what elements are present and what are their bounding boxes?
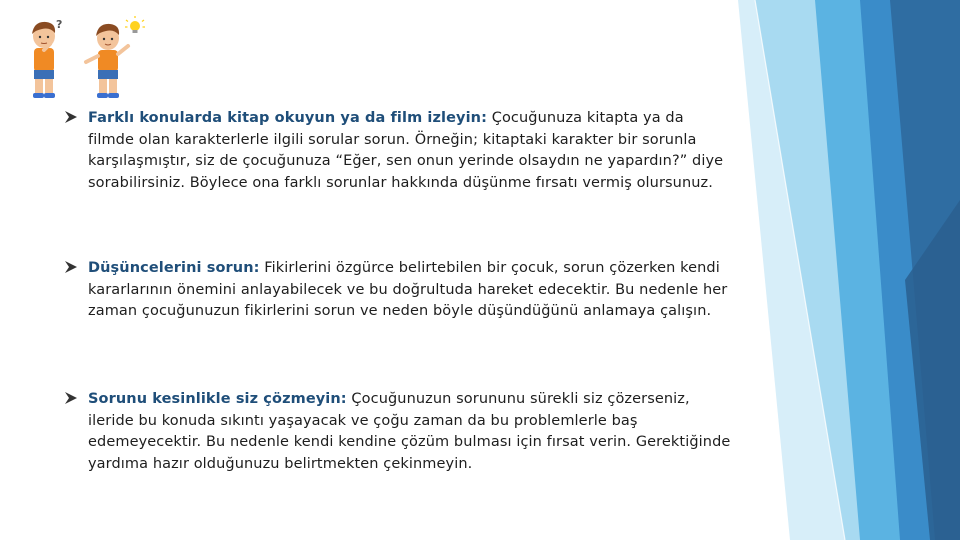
arrowhead-bullet-icon [64, 260, 78, 274]
kids-illustration [22, 14, 162, 106]
bullet-item-books [64, 108, 734, 194]
bullet-heading: Düşüncelerini sorun: [88, 260, 260, 276]
bullet-body: Çocuğunuza kitapta ya da filmde olan karakterlerle ilgili sorular sorun. Örneğin; kitaptaki karakter bir sorunla karşılaşmıştır, siz de çocuğunuza “Eğer, sen onun yerinde olsaydın ne yapardın?” diye sorabilirsiniz. Böylece ona farklı sorunlar hakkında düşünme fırsatı vermiş olursunuz. [88, 110, 724, 191]
arrowhead-bullet-icon [64, 110, 78, 124]
bullet-body: Çocuğunuzun sorununu sürekli siz çözerseniz, ileride bu konuda sıkıntı yaşayacak ve çoğu zaman da bu problemlerle baş edemeyecektir. Bu nedenle kendi kendine çözüm bulması için fırsat verin. Gerektiğinde yardıma hazır olduğunuzu belirtmekten çekinmeyin. [88, 391, 731, 472]
thinking-child [32, 18, 62, 98]
bullet-text [88, 108, 734, 194]
bullet-item-do-not-solve [64, 389, 734, 475]
arrowhead-bullet-icon [64, 391, 78, 405]
question-mark-icon: ? [56, 18, 63, 31]
lightbulb-icon [125, 16, 145, 33]
bullet-heading: Farklı konularda kitap okuyun ya da film izleyin: [88, 110, 487, 126]
bullet-text [88, 389, 734, 475]
idea-child [86, 16, 145, 98]
bullet-item-thoughts [64, 258, 734, 323]
bullet-text [88, 258, 734, 323]
bullet-heading: Sorunu kesinlikle siz çözmeyin: [88, 391, 347, 407]
bullet-body: Fikirlerini özgürce belirtebilen bir çocuk, sorun çözerken kendi kararlarının önemini anlayabilecek ve bu doğrultuda hareket edecektir. Bu nedenle her zaman çocuğunuzun fikirlerini sorun ve neden böyle düşündüğünü anlamaya çalışın. [88, 260, 728, 319]
